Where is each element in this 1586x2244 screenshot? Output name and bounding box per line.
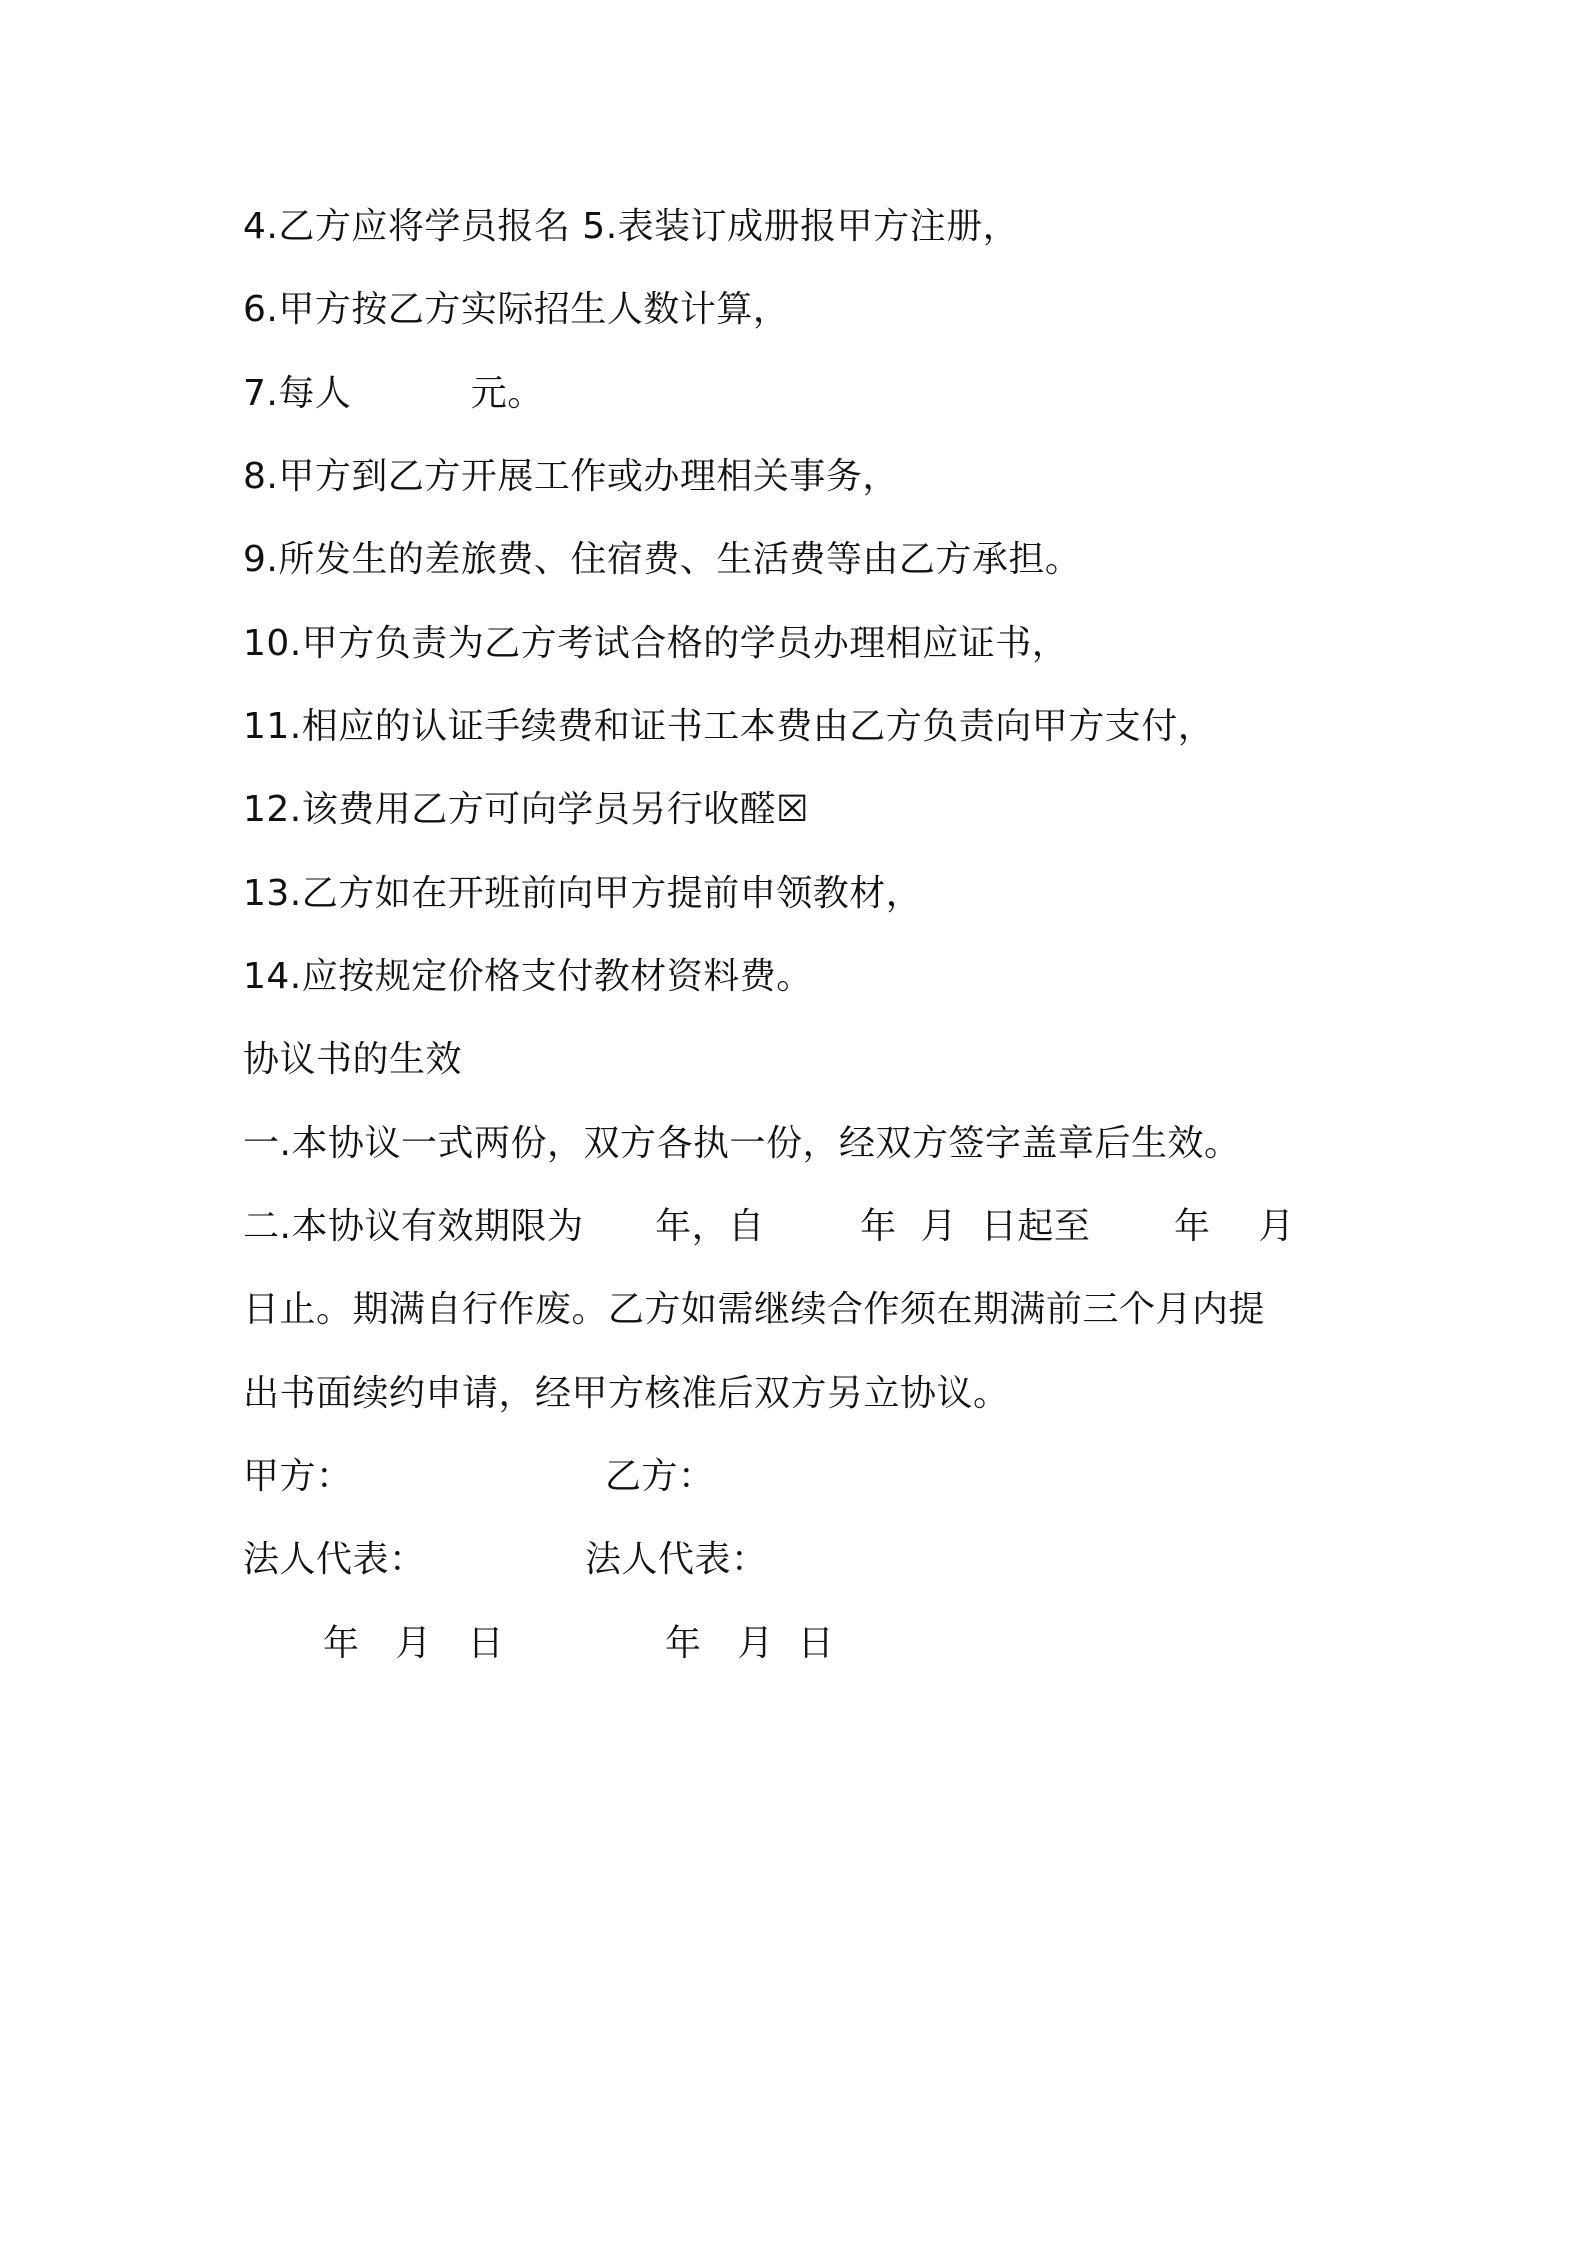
clause-11: 11.相应的认证手续费和证书工本费由乙方负责向甲方支付， (243, 706, 1215, 747)
clause-9: 9.所发生的差旅费、住宿费、生活费等由乙方承担。 (243, 539, 1082, 580)
clause-6: 6.甲方按乙方实际招生人数计算， (243, 289, 790, 330)
clause-14: 14.应按规定价格支付教材资料费。 (243, 956, 813, 997)
rep-b-label: 法人代表： (585, 1539, 768, 1580)
section-title: 协议书的生效 (243, 1039, 463, 1080)
clause-12: 12.该费用乙方可向学员另行收醛☒ (243, 789, 810, 830)
term-1: 一.本协议一式两份，双方各执一份，经双方签字盖章后生效。 (243, 1123, 1241, 1164)
term-2-end: 出书面续约申请，经甲方核准后双方另立协议。 (243, 1373, 1010, 1414)
party-b-label: 乙方： (605, 1456, 715, 1497)
clause-7: 7.每人 元。 (243, 373, 544, 414)
clause-4: 4.乙方应将学员报名 5.表装订成册报甲方注册， (243, 206, 1020, 247)
clause-13: 13.乙方如在开班前向甲方提前申领教材， (243, 873, 923, 914)
party-a-label: 甲方： (243, 1456, 353, 1497)
date-b: 年 月 日 (665, 1623, 835, 1664)
clause-8: 8.甲方到乙方开展工作或办理相关事务， (243, 456, 899, 497)
rep-a-label: 法人代表： (243, 1539, 426, 1580)
date-a: 年 月 日 (323, 1623, 505, 1664)
term-2-continued: 日止。期满自行作废。乙方如需继续合作须在期满前三个月内提 (243, 1289, 1266, 1330)
clause-10: 10.甲方负责为乙方考试合格的学员办理相应证书， (243, 623, 1069, 664)
term-2: 二.本协议有效期限为 年，自 年 月 日起至 年 月 (243, 1206, 1295, 1247)
